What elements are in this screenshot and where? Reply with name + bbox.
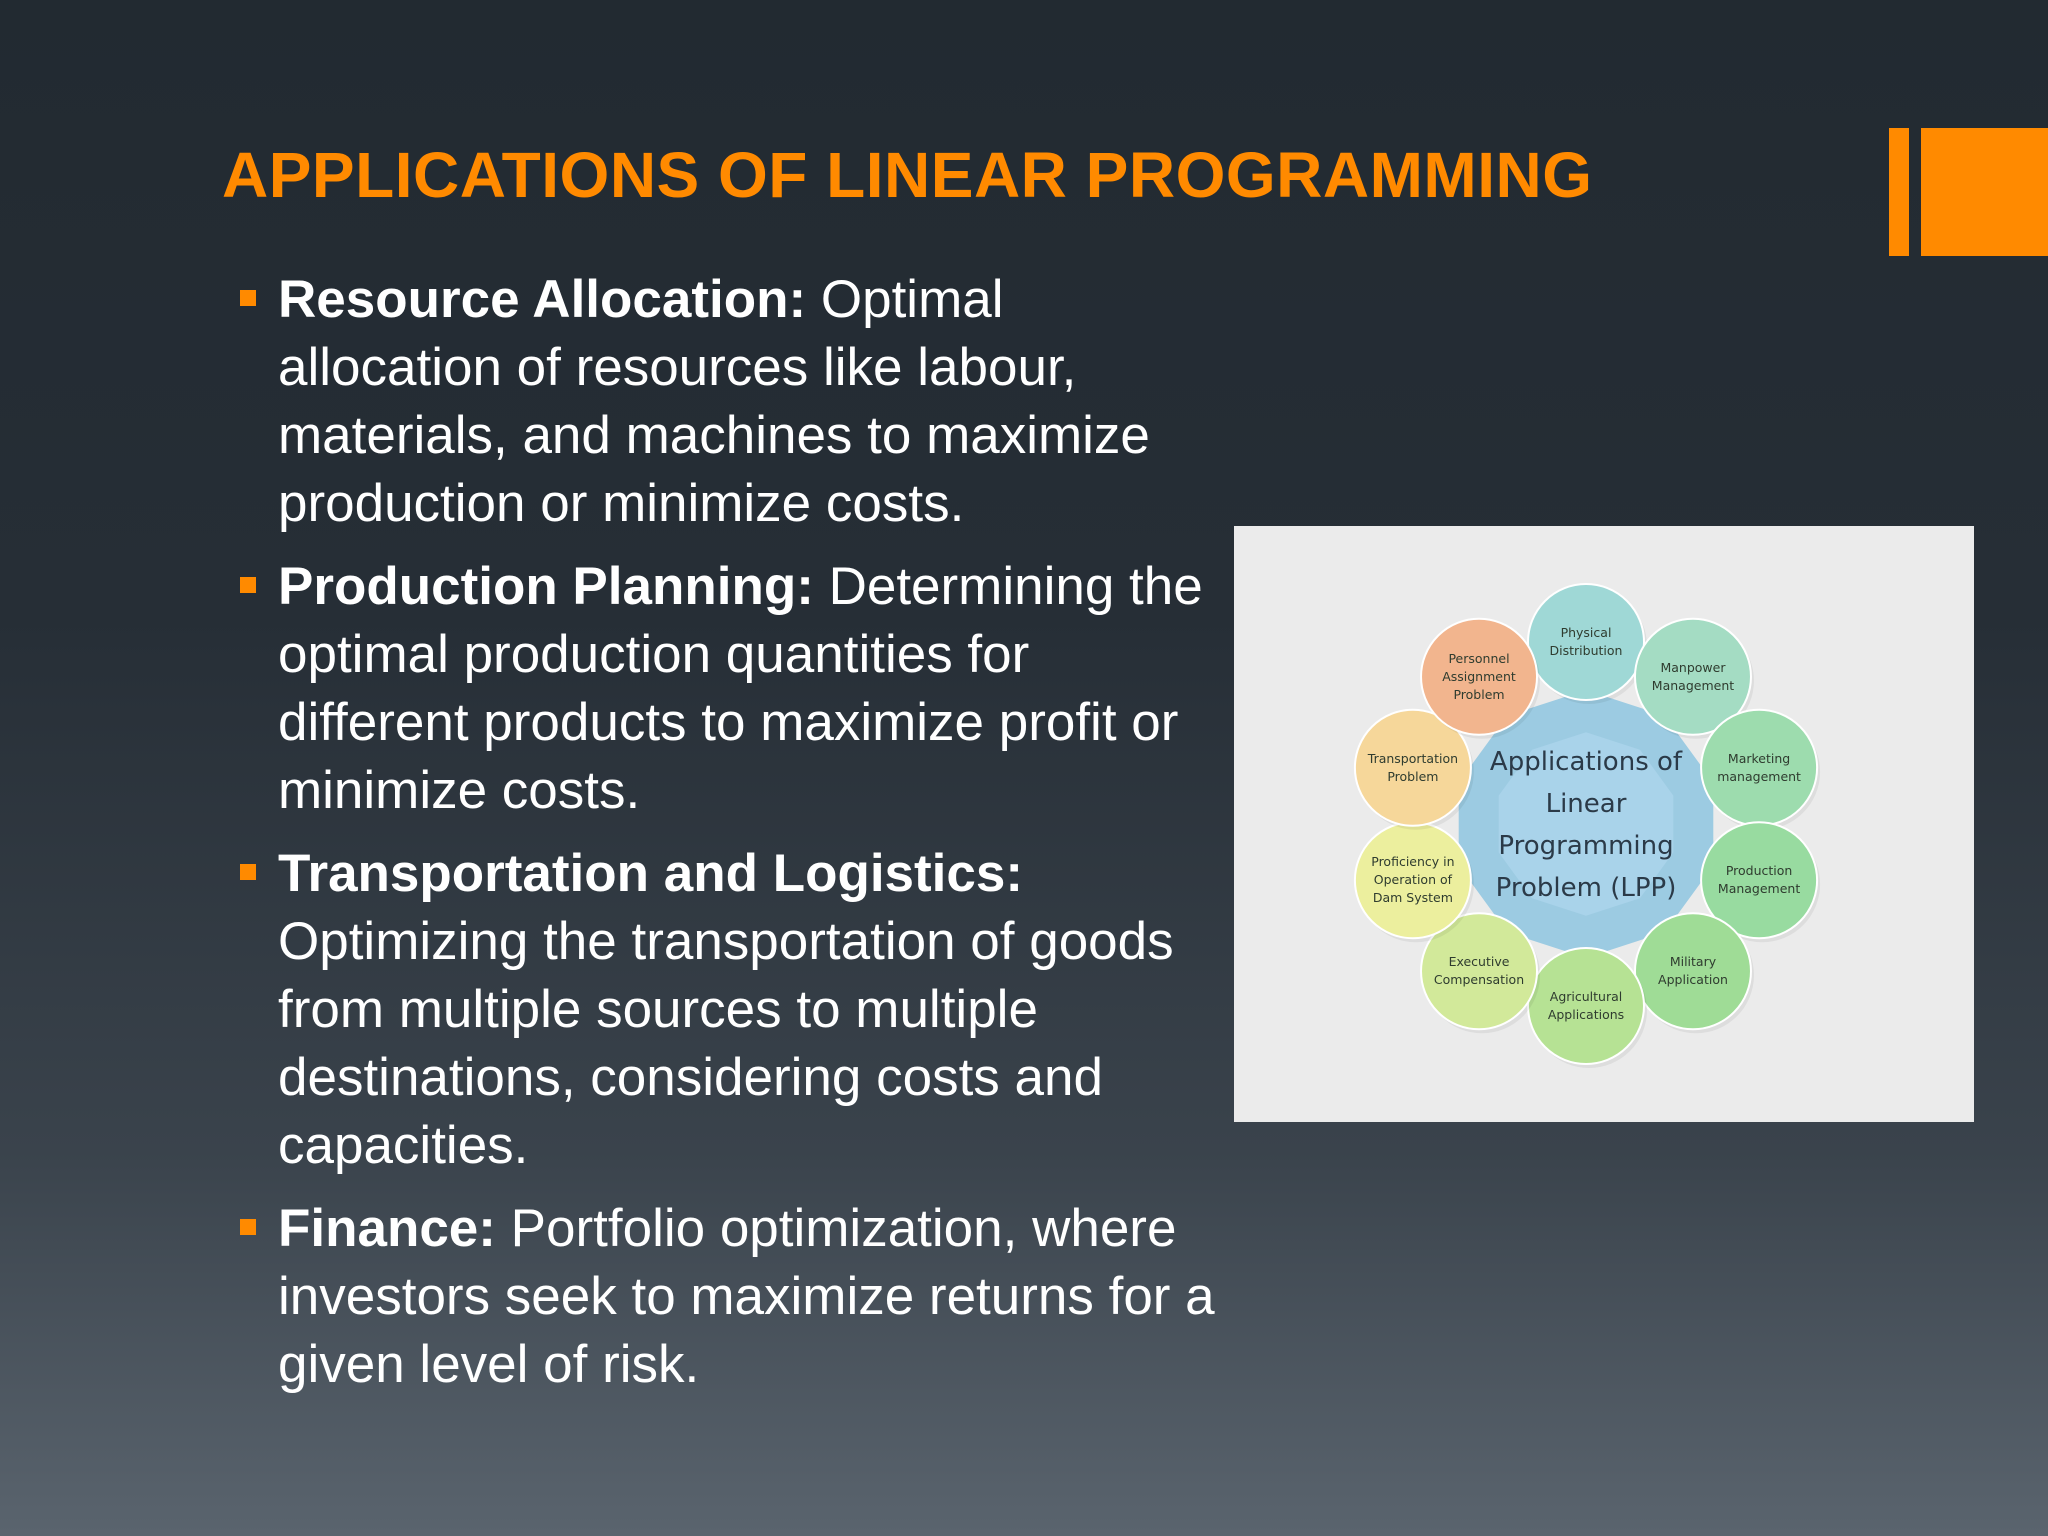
bullet-item-finance: [238, 1195, 1218, 1399]
accent-bar-thin: [1889, 128, 1909, 256]
bullet-heading: Transportation and Logistics:: [278, 844, 1024, 903]
accent-bar-block: [1921, 128, 2048, 256]
lpp-applications-diagram: [1234, 526, 1974, 1122]
bullet-item-resource-allocation: [238, 266, 1218, 538]
square-bullet-icon: [240, 1219, 256, 1235]
application-node-label: Military Application: [1658, 954, 1728, 988]
application-node-label: Agricultural Applications: [1547, 989, 1625, 1022]
application-node: [1355, 822, 1474, 942]
center-label: Applications of Linear Programming Problem (LPP): [1489, 747, 1683, 903]
application-node: [1701, 710, 1820, 830]
application-node-label: Marketing management: [1717, 750, 1801, 784]
slide-title: APPLICATIONS OF LINEAR PROGRAMMING: [222, 139, 1593, 211]
bullet-heading: Production Planning:: [278, 557, 814, 616]
square-bullet-icon: [240, 577, 256, 593]
bullet-item-transportation-logistics: [238, 840, 1218, 1180]
application-node: [1635, 913, 1754, 1033]
bullet-heading: Finance:: [278, 1199, 496, 1258]
square-bullet-icon: [240, 864, 256, 880]
square-bullet-icon: [240, 290, 256, 306]
application-node: [1528, 584, 1647, 704]
application-node-label: Proficiency in Operation of Dam System: [1371, 854, 1455, 906]
application-node-label: Production Management: [1717, 863, 1801, 897]
application-node-label: Executive Compensation: [1433, 954, 1525, 988]
bullet-text: Portfolio optimization, where investors seek to maximize returns for a given level of risk.: [278, 1199, 1215, 1394]
bullet-text: Optimal allocation of resources like labour, materials, and machines to maximize production or minimize costs.: [278, 270, 1150, 533]
bullet-text: Determining the optimal production quantities for different products to maximize profit or minimize costs.: [278, 557, 1203, 820]
bullet-item-production-planning: [238, 553, 1218, 825]
application-node-label: Physical Distribution: [1549, 625, 1623, 658]
application-node-label: Manpower Management: [1651, 659, 1735, 693]
application-node: [1528, 948, 1647, 1068]
application-node-label: Transportation Problem: [1367, 750, 1459, 784]
application-node-label: Personnel Assignment Problem: [1442, 650, 1516, 702]
bullet-heading: Resource Allocation:: [278, 270, 807, 329]
bullet-text: Optimizing the transportation of goods from multiple sources to multiple destinations, considering costs and capacities.: [278, 912, 1174, 1175]
lpp-diagram-image: [1234, 526, 1974, 1122]
bullet-list: [238, 266, 1218, 1414]
